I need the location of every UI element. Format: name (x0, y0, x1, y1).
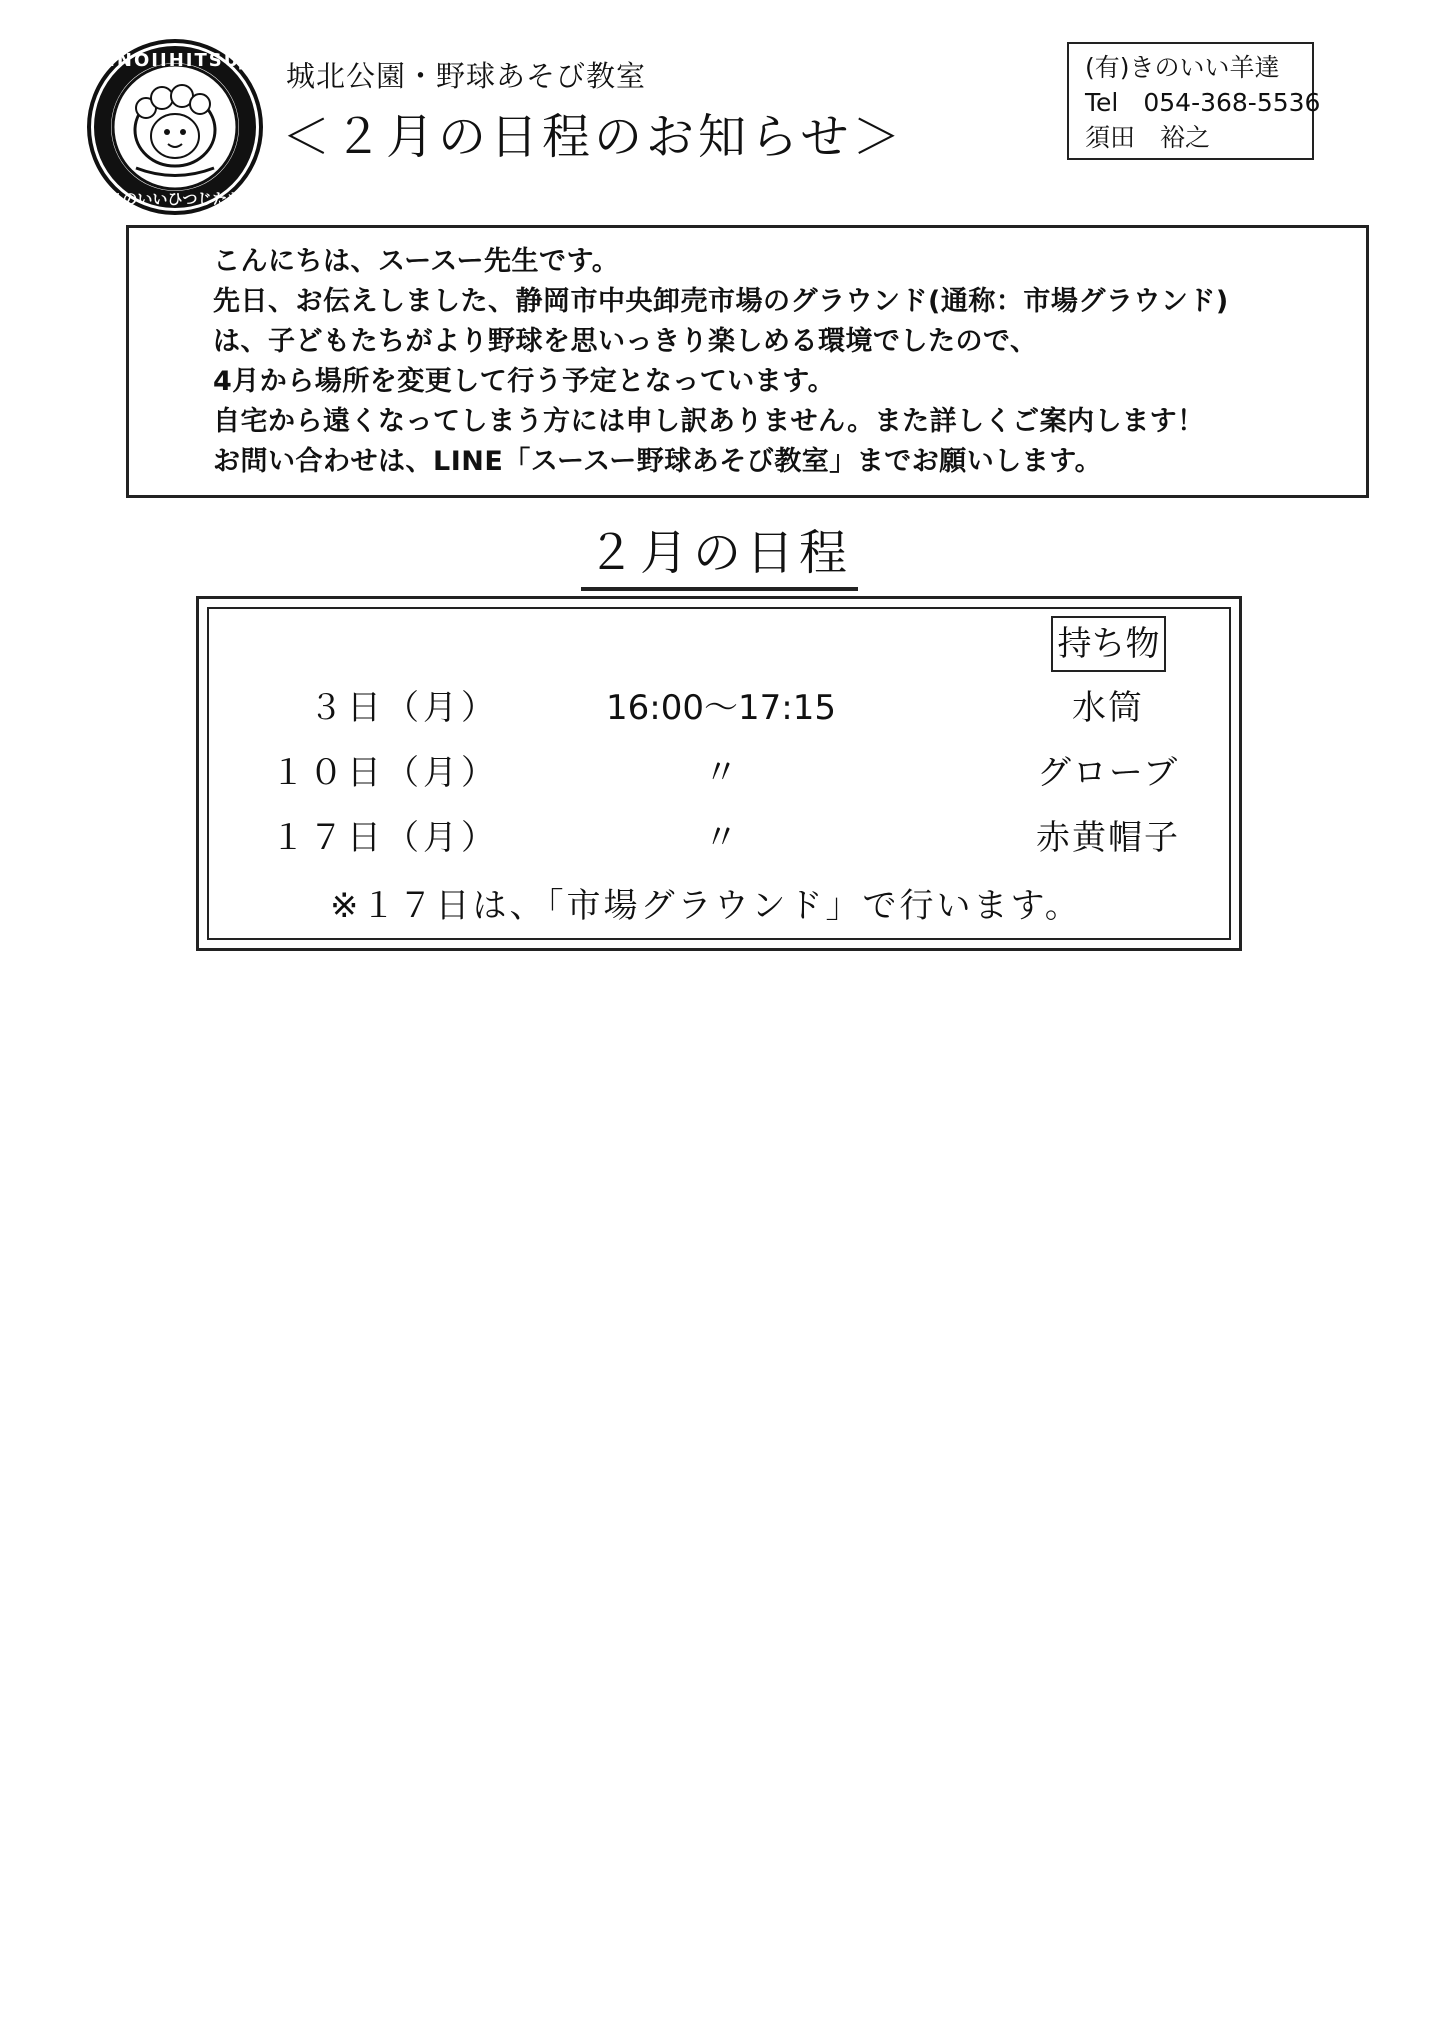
notice-line: お問い合わせは、LINE「スースー野球あそび教室」までお願いします。 (213, 446, 1103, 477)
schedule-item: 赤黄帽子 (1036, 818, 1180, 858)
contact-tel: Tel 054-368-5536 (1085, 88, 1321, 117)
schedule-note: ※１７日は、「市場グラウンド」で行います。 (330, 886, 1082, 926)
page-title: ＜２月の日程のお知らせ＞ (282, 109, 905, 165)
contact-company: (有)きのいい羊達 (1085, 53, 1280, 82)
schedule-date: １７日（月） (271, 818, 499, 858)
logo (86, 38, 264, 216)
schedule-heading: ２月の日程 (581, 514, 858, 591)
notice-line: 4月から場所を変更して行う予定となっています。 (213, 366, 836, 397)
schedule-date: １０日（月） (271, 753, 499, 793)
schedule-row (0, 813, 1433, 863)
schedule-row (0, 683, 1433, 733)
schedule-time: 〃 (704, 818, 738, 858)
contact-box (1067, 42, 1321, 160)
notice-line: こんにちは、スースー先生です。 (213, 246, 620, 277)
schedule-item: 水筒 (1072, 688, 1144, 728)
school-subtitle: 城北公園・野球あそび教室 (286, 59, 647, 93)
notice-box (126, 225, 1369, 498)
notice-line: 自宅から遠くなってしまう方には申し訳ありません。また詳しくご案内します！ (213, 406, 1205, 437)
schedule-time: 〃 (704, 753, 738, 793)
schedule-date: ３日（月） (309, 688, 499, 728)
schedule-time: 16:00～17:15 (606, 688, 836, 728)
notice-line: は、子どもたちがより野球を思いっきり楽しめる環境でしたので、 (213, 326, 1038, 357)
schedule-row (0, 748, 1433, 798)
items-header: 持ち物 (1051, 616, 1166, 672)
svg-text:きのいいひつじたち: きのいいひつじたち (107, 190, 243, 208)
schedule-item: グローブ (1036, 753, 1180, 793)
svg-text:KINOIIHITSUJI: KINOIIHITSUJI (92, 50, 258, 71)
notice-line: 先日、お伝えしました、静岡市中央卸売市場のグラウンド(通称：市場グラウンド) (213, 286, 1229, 317)
contact-person: 須田 裕之 (1085, 123, 1211, 152)
